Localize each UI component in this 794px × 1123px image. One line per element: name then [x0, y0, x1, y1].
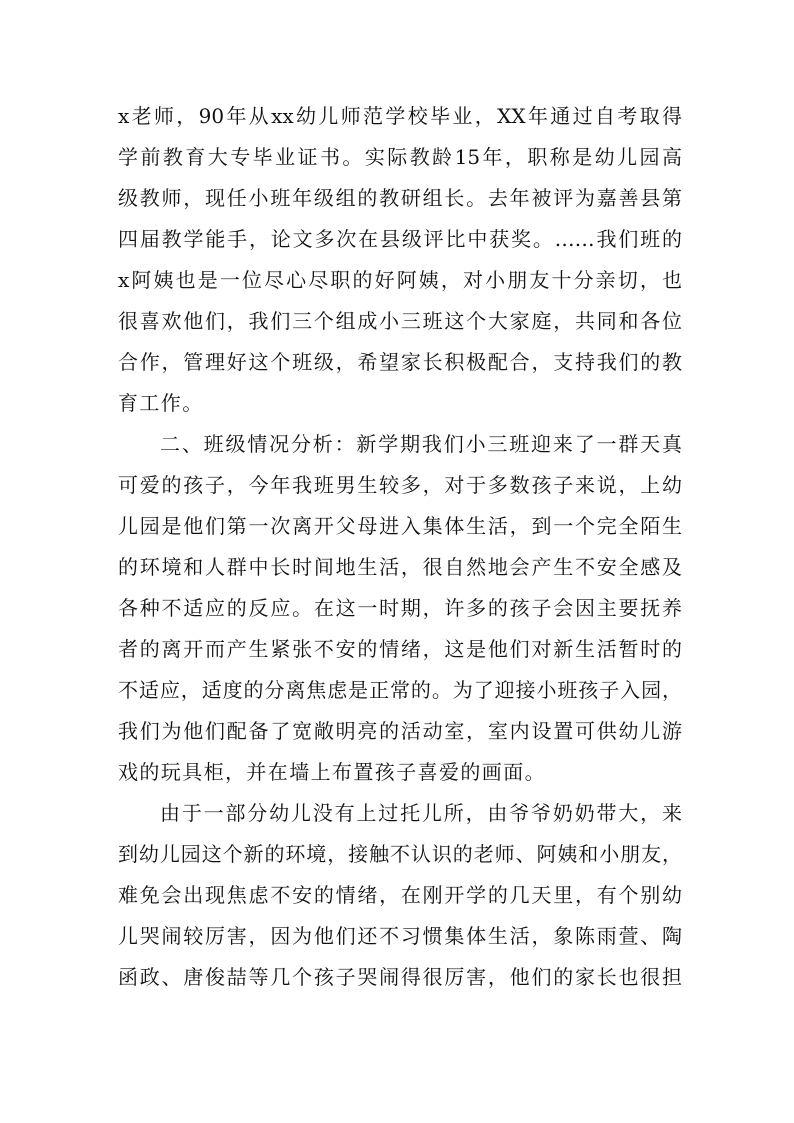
text-line: 合作，管理好这个班级，希望家长积极配合，支持我们的教 — [118, 350, 682, 374]
text-line: 由于一部分幼儿没有上过托儿所，由爷爷奶奶带大，来 — [160, 801, 682, 825]
text-line: 的环境和人群中长时间地生活，很自然地会产生不安全感及 — [118, 555, 682, 579]
text-line: 二、班级情况分析：新学期我们小三班迎来了一群天真 — [160, 432, 682, 456]
text-line: x阿姨也是一位尽心尽职的好阿姨，对小朋友十分亲切，也 — [118, 268, 682, 292]
document-body — [118, 96, 682, 998]
text-line: 者的离开而产生紧张不安的情绪，这是他们对新生活暂时的 — [118, 637, 682, 661]
text-line: 育工作。 — [118, 391, 204, 415]
text-line: 各种不适应的反应。在这一时期，许多的孩子会因主要抚养 — [118, 596, 682, 620]
text-line: 我们为他们配备了宽敞明亮的活动室，室内设置可供幼儿游 — [118, 719, 682, 743]
text-line: 戏的玩具柜，并在墙上布置孩子喜爱的画面。 — [118, 760, 546, 784]
text-line: 难免会出现焦虑不安的情绪，在刚开学的几天里，有个别幼 — [118, 883, 682, 907]
text-line: 可爱的孩子，今年我班男生较多，对于多数孩子来说，上幼 — [118, 473, 682, 497]
text-line: 函政、唐俊喆等几个孩子哭闹得很厉害，他们的家长也很担 — [118, 965, 682, 989]
text-line: 不适应，适度的分离焦虑是正常的。为了迎接小班孩子入园， — [118, 678, 682, 702]
text-line: 学前教育大专毕业证书。实际教龄15年，职称是幼儿园高 — [118, 145, 682, 169]
text-line: 四届教学能手，论文多次在县级评比中获奖。……我们班的 — [118, 227, 682, 251]
text-line: 很喜欢他们，我们三个组成小三班这个大家庭，共同和各位 — [118, 309, 682, 333]
text-line: x老师，90年从xx幼儿师范学校毕业，XX年通过自考取得 — [118, 104, 682, 128]
text-line: 儿哭闹较厉害，因为他们还不习惯集体生活，象陈雨萱、陶 — [118, 924, 682, 948]
text-line: 儿园是他们第一次离开父母进入集体生活，到一个完全陌生 — [118, 514, 682, 538]
text-line: 到幼儿园这个新的环境，接触不认识的老师、阿姨和小朋友， — [118, 842, 682, 866]
text-line: 级教师，现任小班年级组的教研组长。去年被评为嘉善县第 — [118, 186, 682, 210]
